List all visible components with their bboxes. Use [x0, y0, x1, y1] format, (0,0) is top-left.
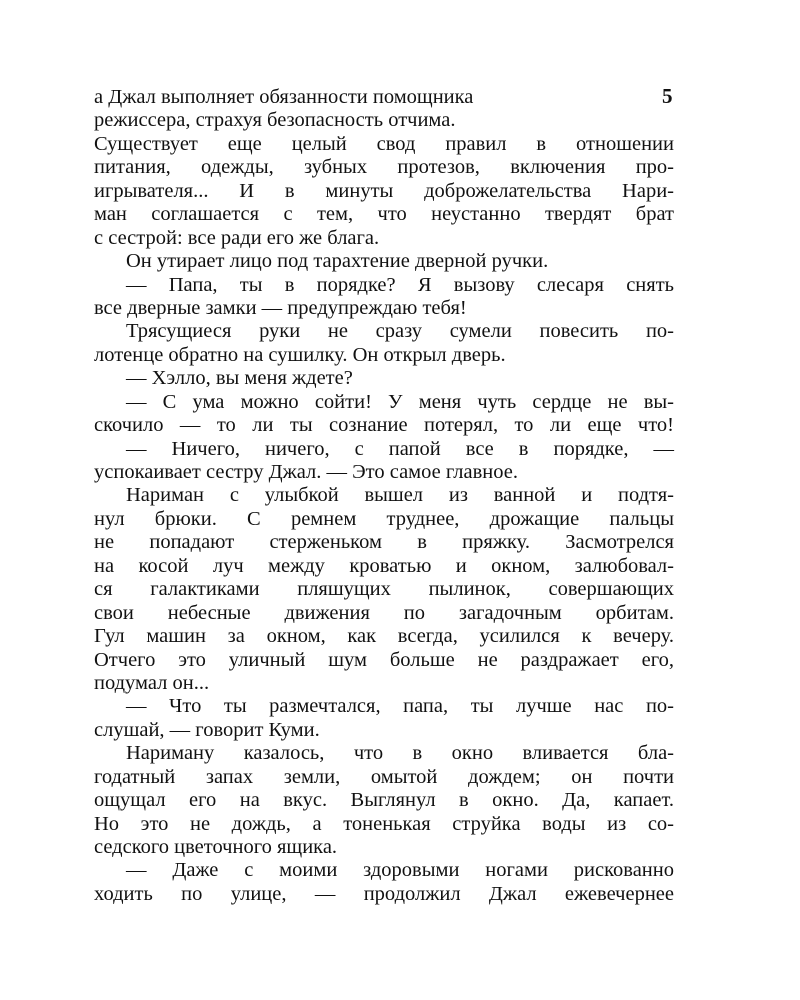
- text-line: ходить по улице, — продолжил Джал ежевечернее: [94, 882, 674, 905]
- text-line: подумал он...: [94, 671, 210, 694]
- text-line: свои небесные движения по загадочным орбитам.: [94, 601, 674, 624]
- text-line: питания, одежды, зубных протезов, включения про-: [94, 156, 674, 179]
- text-line: Нариман с улыбкой вышел из ванной и подтя-: [126, 484, 674, 507]
- text-line: с сестрой: все ради его же блага.: [94, 226, 380, 249]
- text-line: — Хэлло, вы меня ждете?: [126, 367, 353, 390]
- text-line: Он утирает лицо под тарахтение дверной ручки.: [126, 250, 549, 273]
- text-line: Гул машин за окном, как всегда, усилился к вечеру.: [94, 625, 674, 648]
- text-line: а Джал выполняет обязанности помощника: [94, 86, 474, 108]
- text-line: Трясущиеся руки не сразу сумели повесить по-: [126, 320, 674, 343]
- text-line: на косой луч между кроватью и окном, залюбовал-: [94, 554, 674, 577]
- text-line: Отчего это уличный шум больше не раздражает его,: [94, 648, 674, 671]
- text-line: все дверные замки — предупреждаю тебя!: [94, 296, 467, 319]
- text-line: режиссера, страхуя безопасность отчима.: [94, 109, 456, 132]
- text-line: ся галактиками пляшущих пылинок, совершающих: [94, 578, 674, 601]
- text-line: Нариману казалось, что в окно вливается бла-: [126, 742, 674, 765]
- text-line: игрывателя... И в минуты доброжелательства Нари-: [94, 179, 674, 202]
- text-line: скочило — то ли ты сознание потерял, то ли еще что!: [94, 414, 674, 437]
- text-line: — Даже с моими здоровыми ногами рискованно: [126, 859, 674, 882]
- text-line: — Что ты размечтался, папа, ты лучше нас по-: [126, 695, 674, 718]
- text-line: — Ничего, ничего, с папой все в порядке, —: [126, 437, 674, 460]
- text-line: ман соглашается с тем, что неустанно твердят брат: [94, 203, 674, 226]
- page-number: 5: [662, 84, 673, 108]
- text-line: нул брюки. С ремнем труднее, дрожащие пальцы: [94, 507, 674, 530]
- text-line: — Папа, ты в порядке? Я вызову слесаря снять: [126, 273, 674, 296]
- text-line: годатный запах земли, омытой дождем; он почти: [94, 765, 674, 788]
- text-line: лотенце обратно на сушилку. Он открыл дверь.: [94, 343, 506, 366]
- text-line: седского цветочного ящика.: [94, 836, 338, 858]
- body-text: [94, 86, 674, 906]
- text-line: ощущал его на вкус. Выглянул в окно. Да, капает.: [94, 789, 674, 812]
- text-line: слушай, — говорит Куми.: [94, 718, 320, 741]
- text-line: — С ума можно сойти! У меня чуть сердце не вы-: [126, 390, 674, 413]
- text-line: Но это не дождь, а тоненькая струйка воды из со-: [94, 812, 674, 835]
- text-line: успокаивает сестру Джал. — Это самое главное.: [94, 461, 518, 483]
- text-line: не попадают стерженьком в пряжку. Засмотрелся: [94, 531, 674, 554]
- text-line: Существует еще целый свод правил в отношении: [94, 132, 674, 155]
